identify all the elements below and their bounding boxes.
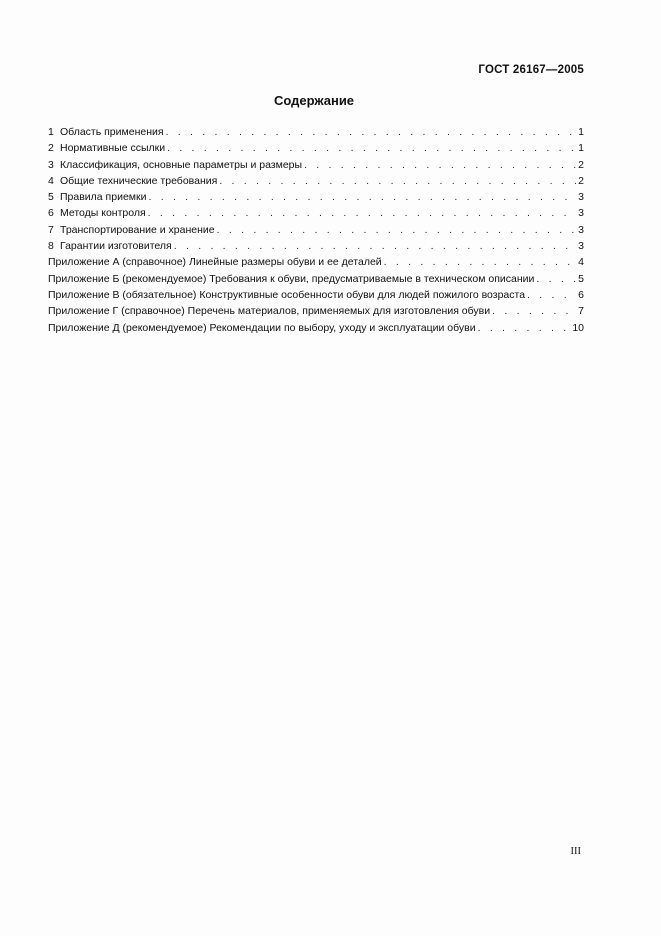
toc-entry-page: 7 xyxy=(578,305,584,318)
toc-entry-appendix[interactable] xyxy=(48,287,584,303)
toc-entry-number: 7 xyxy=(48,223,54,236)
toc-entry-appendix[interactable] xyxy=(48,254,584,270)
toc-leader-dots xyxy=(492,303,576,319)
toc-entry-number: 8 xyxy=(48,240,54,253)
toc-entry-page: 2 xyxy=(578,158,584,171)
toc-leader-dots xyxy=(148,189,576,205)
toc-entry-page: 10 xyxy=(572,321,584,334)
toc-leader-dots xyxy=(166,124,577,140)
toc-leader-dots xyxy=(219,173,576,189)
toc-entry[interactable] xyxy=(48,124,584,140)
toc-title: Содержание xyxy=(273,93,355,108)
toc-entry[interactable] xyxy=(48,238,584,254)
toc-leader-dots xyxy=(536,271,576,287)
toc-leader-dots xyxy=(527,287,576,303)
toc-entry-label: Приложение Г (справочное) Перечень материалов, применяемых для изготовления обуви xyxy=(48,305,491,318)
toc-entry-page: 2 xyxy=(578,174,584,187)
toc-entry-page: 5 xyxy=(578,272,584,285)
toc-entry-label: Гарантии изготовителя xyxy=(60,240,172,253)
toc-leader-dots xyxy=(174,238,576,254)
toc-entry-label: Методы контроля xyxy=(60,207,146,220)
toc-entry-page: 3 xyxy=(578,223,584,236)
toc-entry-label: Общие технические требования xyxy=(60,174,218,187)
toc-leader-dots xyxy=(384,254,576,270)
toc-entry-label: Транспортирование и хранение xyxy=(60,223,215,236)
toc-entry-page: 1 xyxy=(578,142,584,155)
toc-entry[interactable] xyxy=(48,189,584,205)
toc-leader-dots xyxy=(478,320,571,336)
toc-entry-page: 3 xyxy=(578,191,584,204)
toc-entry-number: 2 xyxy=(48,142,54,155)
page-number: III xyxy=(570,846,581,857)
toc-entry-appendix[interactable] xyxy=(48,271,584,287)
toc-entry-label: Приложение В (обязательное) Конструктивные особенности обуви для людей пожилого возраста xyxy=(48,288,526,301)
toc-entry[interactable] xyxy=(48,222,584,238)
toc-entry[interactable] xyxy=(48,205,584,221)
toc-entry-page: 3 xyxy=(578,207,584,220)
toc-leader-dots xyxy=(148,205,576,221)
toc-leader-dots xyxy=(167,140,576,156)
toc-entry-number: 4 xyxy=(48,174,54,187)
toc-entry[interactable] xyxy=(48,173,584,189)
toc-entry[interactable] xyxy=(48,140,584,156)
toc-entry-label: Приложение Д (рекомендуемое) Рекомендации по выбору, уходу и эксплуатации обуви xyxy=(48,321,476,334)
toc-entry-appendix[interactable] xyxy=(48,320,584,336)
toc-entry-number: 5 xyxy=(48,191,54,204)
toc-entry-page: 3 xyxy=(578,240,584,253)
toc-entry-page: 4 xyxy=(578,256,584,269)
toc-entry-number: 1 xyxy=(48,126,54,138)
toc-leader-dots xyxy=(217,222,577,238)
toc-entry-label: Приложение А (справочное) Линейные размеры обуви и ее деталей xyxy=(48,256,382,269)
toc-entry-page: 6 xyxy=(578,288,584,301)
toc-entry-number: 6 xyxy=(48,207,54,220)
toc-entry[interactable] xyxy=(48,157,584,173)
toc-entry-label: Область применения xyxy=(60,126,164,138)
toc-entry-label: Правила приемки xyxy=(60,191,147,204)
toc-entry-label: Классификация, основные параметры и размеры xyxy=(60,158,303,171)
toc-leader-dots xyxy=(304,157,576,173)
toc-entry-number: 3 xyxy=(48,158,54,171)
table-of-contents xyxy=(48,124,584,336)
toc-entry-label: Нормативные ссылки xyxy=(60,142,166,155)
toc-entry-page: 1 xyxy=(578,126,584,138)
toc-entry-appendix[interactable] xyxy=(48,303,584,319)
document-id: ГОСТ 26167—2005 xyxy=(478,64,584,76)
toc-entry-label: Приложение Б (рекомендуемое) Требования к обуви, предусматриваемые в техническом описании xyxy=(48,272,535,285)
